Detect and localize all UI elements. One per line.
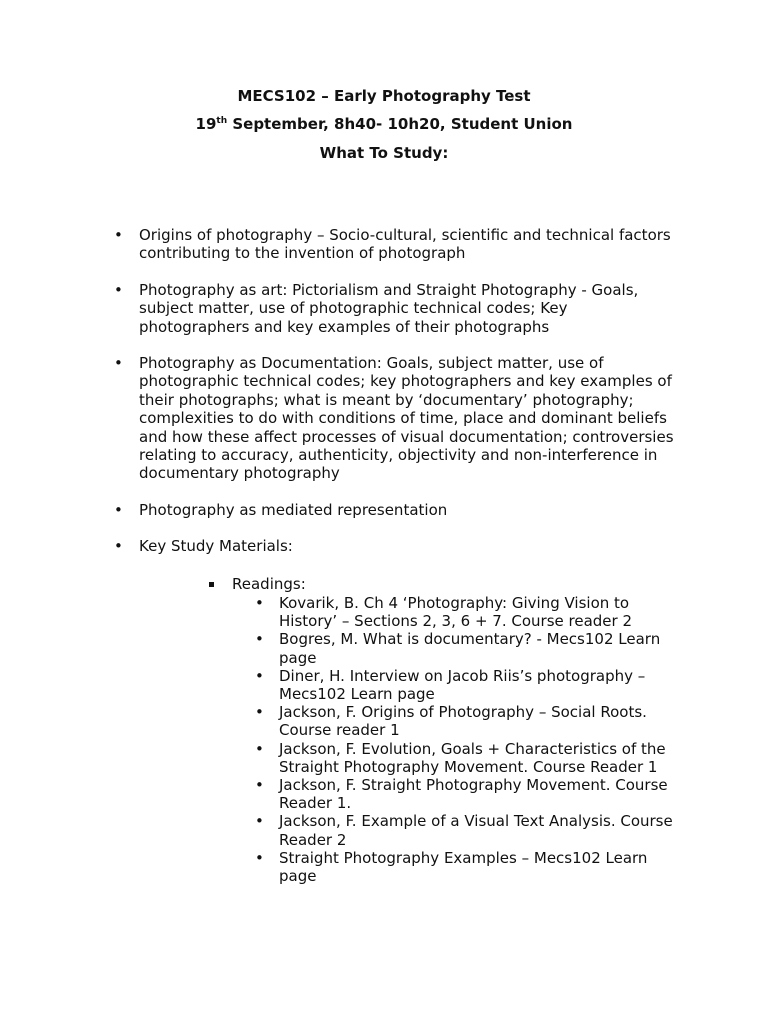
topic-text: Key Study Materials: (139, 537, 293, 556)
reading-item (255, 703, 679, 740)
reading-item (255, 666, 679, 704)
reading-item (255, 594, 679, 631)
bullet-icon: • (114, 500, 123, 519)
reading-text: Diner, H. Interview on Jacob Riis’s photography – Mecs102 Learn page (279, 666, 646, 704)
reading-item (255, 848, 679, 886)
topic-text: Photography as Documentation: Goals, subject matter, use of photographic technical codes; key photographers and key examples of their photographs; what is meant by ‘documentary’ photography; complexities to do with conditions of time, place and dominant beliefs and how these affect processes of visual documentation; controversies relating to accuracy, authenticity, objectivity and non-interference in documentary photography (139, 354, 674, 483)
topic-item (114, 354, 679, 483)
reading-text: Jackson, F. Example of a Visual Text Analysis. Course Reader 2 (279, 812, 673, 849)
document-subtitle: What To Study: (319, 144, 449, 162)
bullet-icon: • (255, 776, 264, 795)
topic-item (114, 500, 679, 519)
topic-item (114, 537, 679, 556)
bullet-icon: • (114, 280, 123, 299)
date-day: 19 (195, 115, 217, 133)
reading-item (255, 739, 679, 776)
bullet-icon: • (114, 226, 123, 244)
bullet-icon: • (114, 537, 123, 556)
bullet-icon: • (255, 848, 264, 867)
reading-text: Kovarik, B. Ch 4 ‘Photography: Giving Vision to History’ – Sections 2, 3, 6 + 7. Course reader 2 (279, 594, 632, 631)
document-title: MECS102 – Early Photography Test (237, 87, 531, 105)
study-materials (232, 575, 673, 886)
reading-item (255, 630, 679, 667)
bullet-icon: • (114, 354, 123, 373)
readings-label: Readings: (232, 575, 306, 593)
reading-text: Jackson, F. Evolution, Goals + Characteristics of the Straight Photography Movement. Course Reader 1 (279, 739, 666, 776)
topic-list (114, 226, 679, 574)
reading-item (255, 812, 679, 849)
bullet-icon: • (255, 739, 264, 758)
topic-text: Origins of photography – Socio-cultural, scientific and technical factors contributing to the invention of photograph (139, 226, 671, 263)
readings-label-row (232, 575, 672, 593)
test-date-line (0, 114, 768, 134)
readings-list (255, 594, 679, 886)
topic-text: Photography as art: Pictorialism and Straight Photography - Goals, subject matter, use of photographic technical codes; Key photographers and key examples of their photographs (139, 280, 639, 336)
reading-item (255, 776, 679, 813)
bullet-icon: • (255, 630, 264, 649)
topic-item (114, 226, 679, 263)
date-suffix: th (216, 116, 228, 126)
bullet-icon: • (255, 594, 264, 612)
topic-text: Photography as mediated representation (139, 500, 448, 519)
reading-text: Straight Photography Examples – Mecs102 Learn page (279, 848, 648, 886)
bullet-icon: • (255, 812, 264, 831)
reading-text: Bogres, M. What is documentary? - Mecs102 Learn page (279, 630, 661, 667)
reading-text: Jackson, F. Origins of Photography – Social Roots. Course reader 1 (279, 703, 647, 740)
bullet-icon: • (255, 666, 264, 685)
square-bullet-icon (209, 582, 214, 587)
bullet-icon: • (255, 703, 264, 722)
reading-text: Jackson, F. Straight Photography Movement. Course Reader 1. (279, 776, 668, 813)
date-details: September, 8h40- 10h20, Student Union (227, 115, 573, 133)
topic-item (114, 280, 679, 336)
